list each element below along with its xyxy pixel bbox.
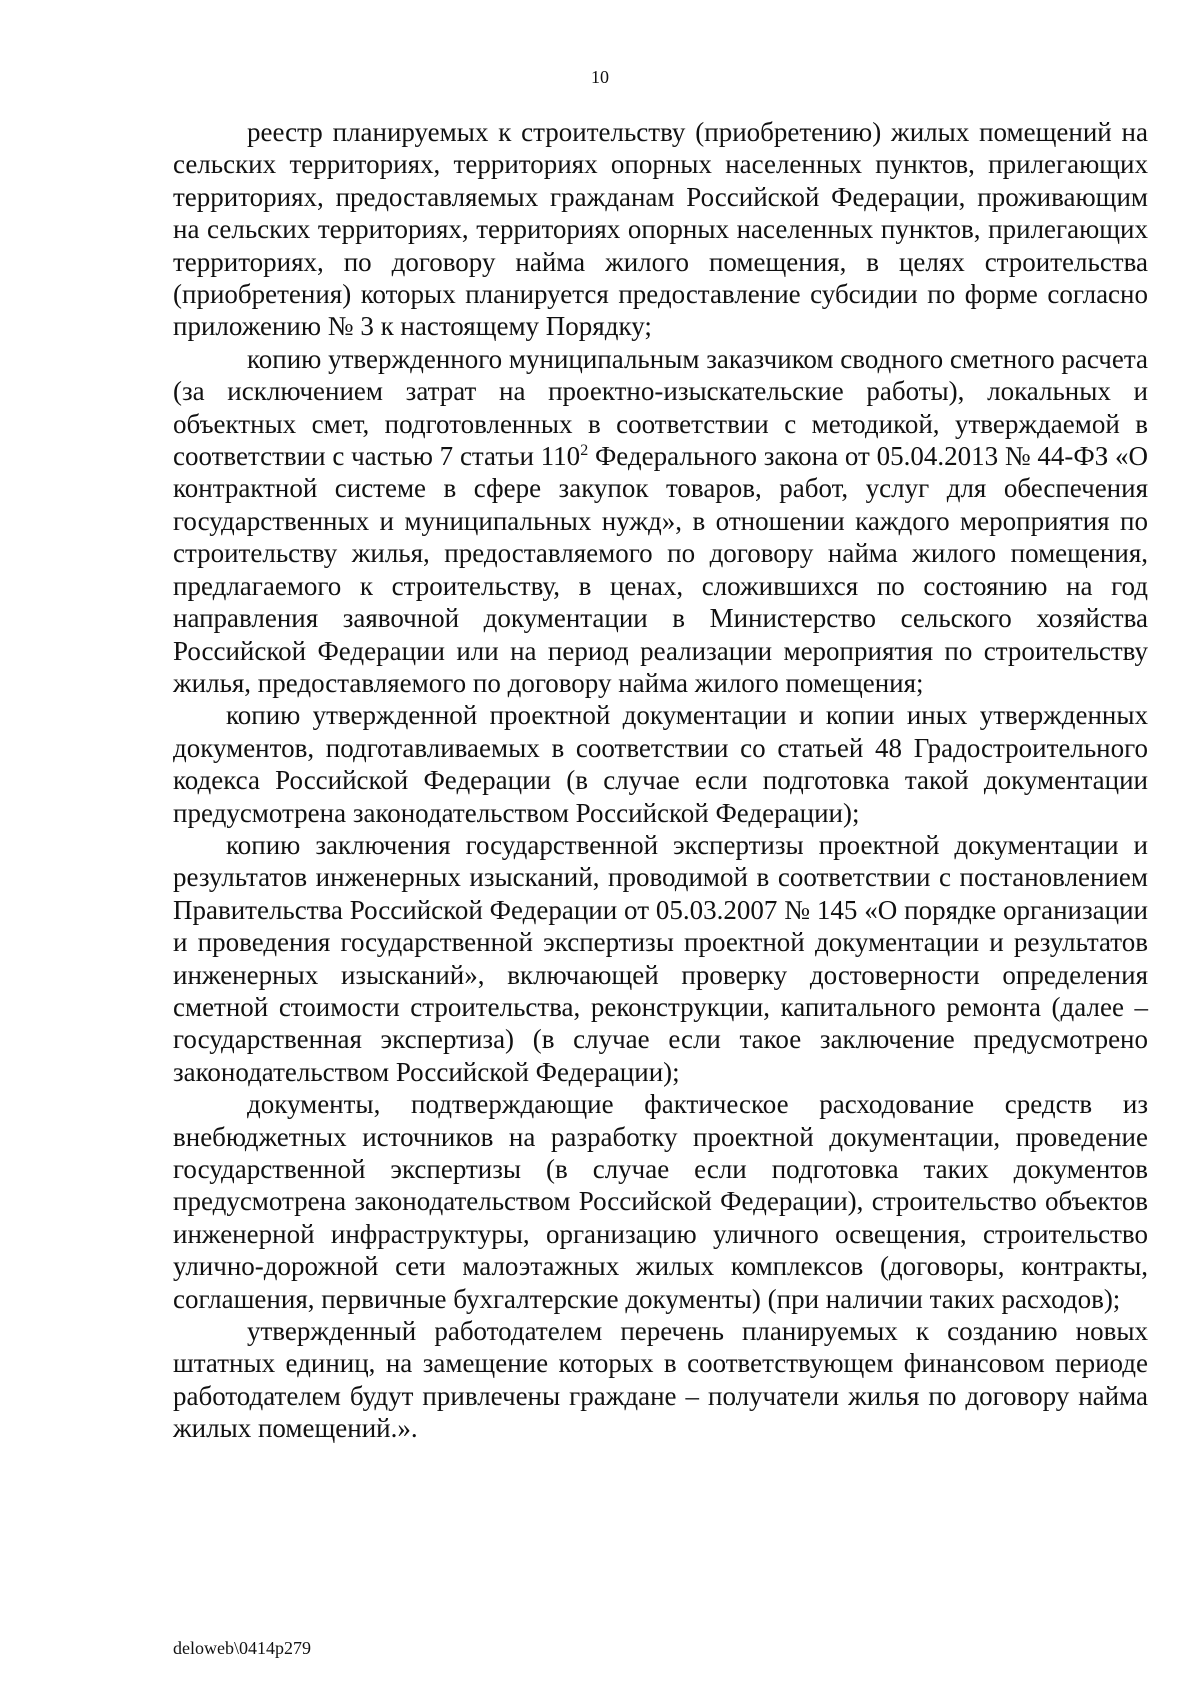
article-superscript: 2 xyxy=(580,442,589,460)
paragraph-estimate-copy xyxy=(173,343,1148,699)
paragraph-expenses-documents: документы, подтверждающие фактическое расходование средств из внебюджетных источников на разработку проектной документации, проведение государственной экспертизы (в случае если подготовка таких документов предусмотрена законодательством Российской Федерации), строительство объектов инженерной инфраструктуры, организацию уличного освещения, строительство улично-дорожной сети малоэтажных жилых комплексов (договоры, контракты, соглашения, первичные бухгалтерские документы) (при наличии таких расходов); xyxy=(173,1089,1148,1314)
document-body xyxy=(173,116,1148,1445)
document-code: deloweb\0414p279 xyxy=(173,1638,311,1658)
paragraph-expertise-conclusion: копию заключения государственной экспертизы проектной документации и результатов инженерных изысканий, проводимой в соответствии с постановлением Правительства Российской Федерации от 05.03.2007 № 145 «О порядке организации и проведения государственной экспертизы проектной документации и результатов инженерных изысканий», включающей проверку достоверности определения сметной стоимости строительства, реконструкции, капитального ремонта (далее – государственная экспертиза) (в случае если такое заключение предусмотрено законодательством Российской Федерации); xyxy=(173,829,1148,1087)
estimate-text-after: Федерального закона от 05.04.2013 № 44-ФЗ «О контрактной системе в сфере закупок товаров, работ, услуг для обеспечения государственных и муниципальных нужд», в отношении каждого мероприятия по строительству жилья, предоставляемого по договору найма жилого помещения, предлагаемого к строительству, в ценах, сложившихся по состоянию на год направления заявочной документации в Министерство сельского хозяйства Российской Федерации или на период реализации мероприятия по строительству жилья, предоставляемого по договору найма жилого помещения; xyxy=(173,441,1149,698)
paragraph-registry: реестр планируемых к строительству (приобретению) жилых помещений на сельских территориях, территориях опорных населенных пунктов, прилегающих территориях, предоставляемых гражданам Российской Федерации, проживающим на сельских территориях, территориях опорных населенных пунктов, прилегающих территориях, по договору найма жилого помещения, в целях строительства (приобретения) которых планируется предоставление субсидии по форме согласно приложению № 3 к настоящему Порядку; xyxy=(173,117,1148,342)
page-number: 10 xyxy=(591,67,609,87)
paragraph-staff-list: утвержденный работодателем перечень планируемых к созданию новых штатных единиц, на замещение которых в соответствующем финансовом периоде работодателем будут привлечены граждане – получатели жилья по договору найма жилых помещений.». xyxy=(173,1316,1148,1444)
estimate-text-before: копию утвержденного муниципальным заказчиком сводного сметного расчета (за исключением затрат на проектно-изыскательские работы), локальных и объектных смет, подготовленных в соответствии с методикой, утверждаемой в соответствии с частью 7 статьи 110 xyxy=(173,343,1148,472)
paragraph-project-documentation: копию утвержденной проектной документации и копии иных утвержденных документов, подготавливаемых в соответствии со статьей 48 Градостроительного кодекса Российской Федерации (в случае если подготовка такой документации предусмотрена законодательством Российской Федерации); xyxy=(173,700,1148,828)
